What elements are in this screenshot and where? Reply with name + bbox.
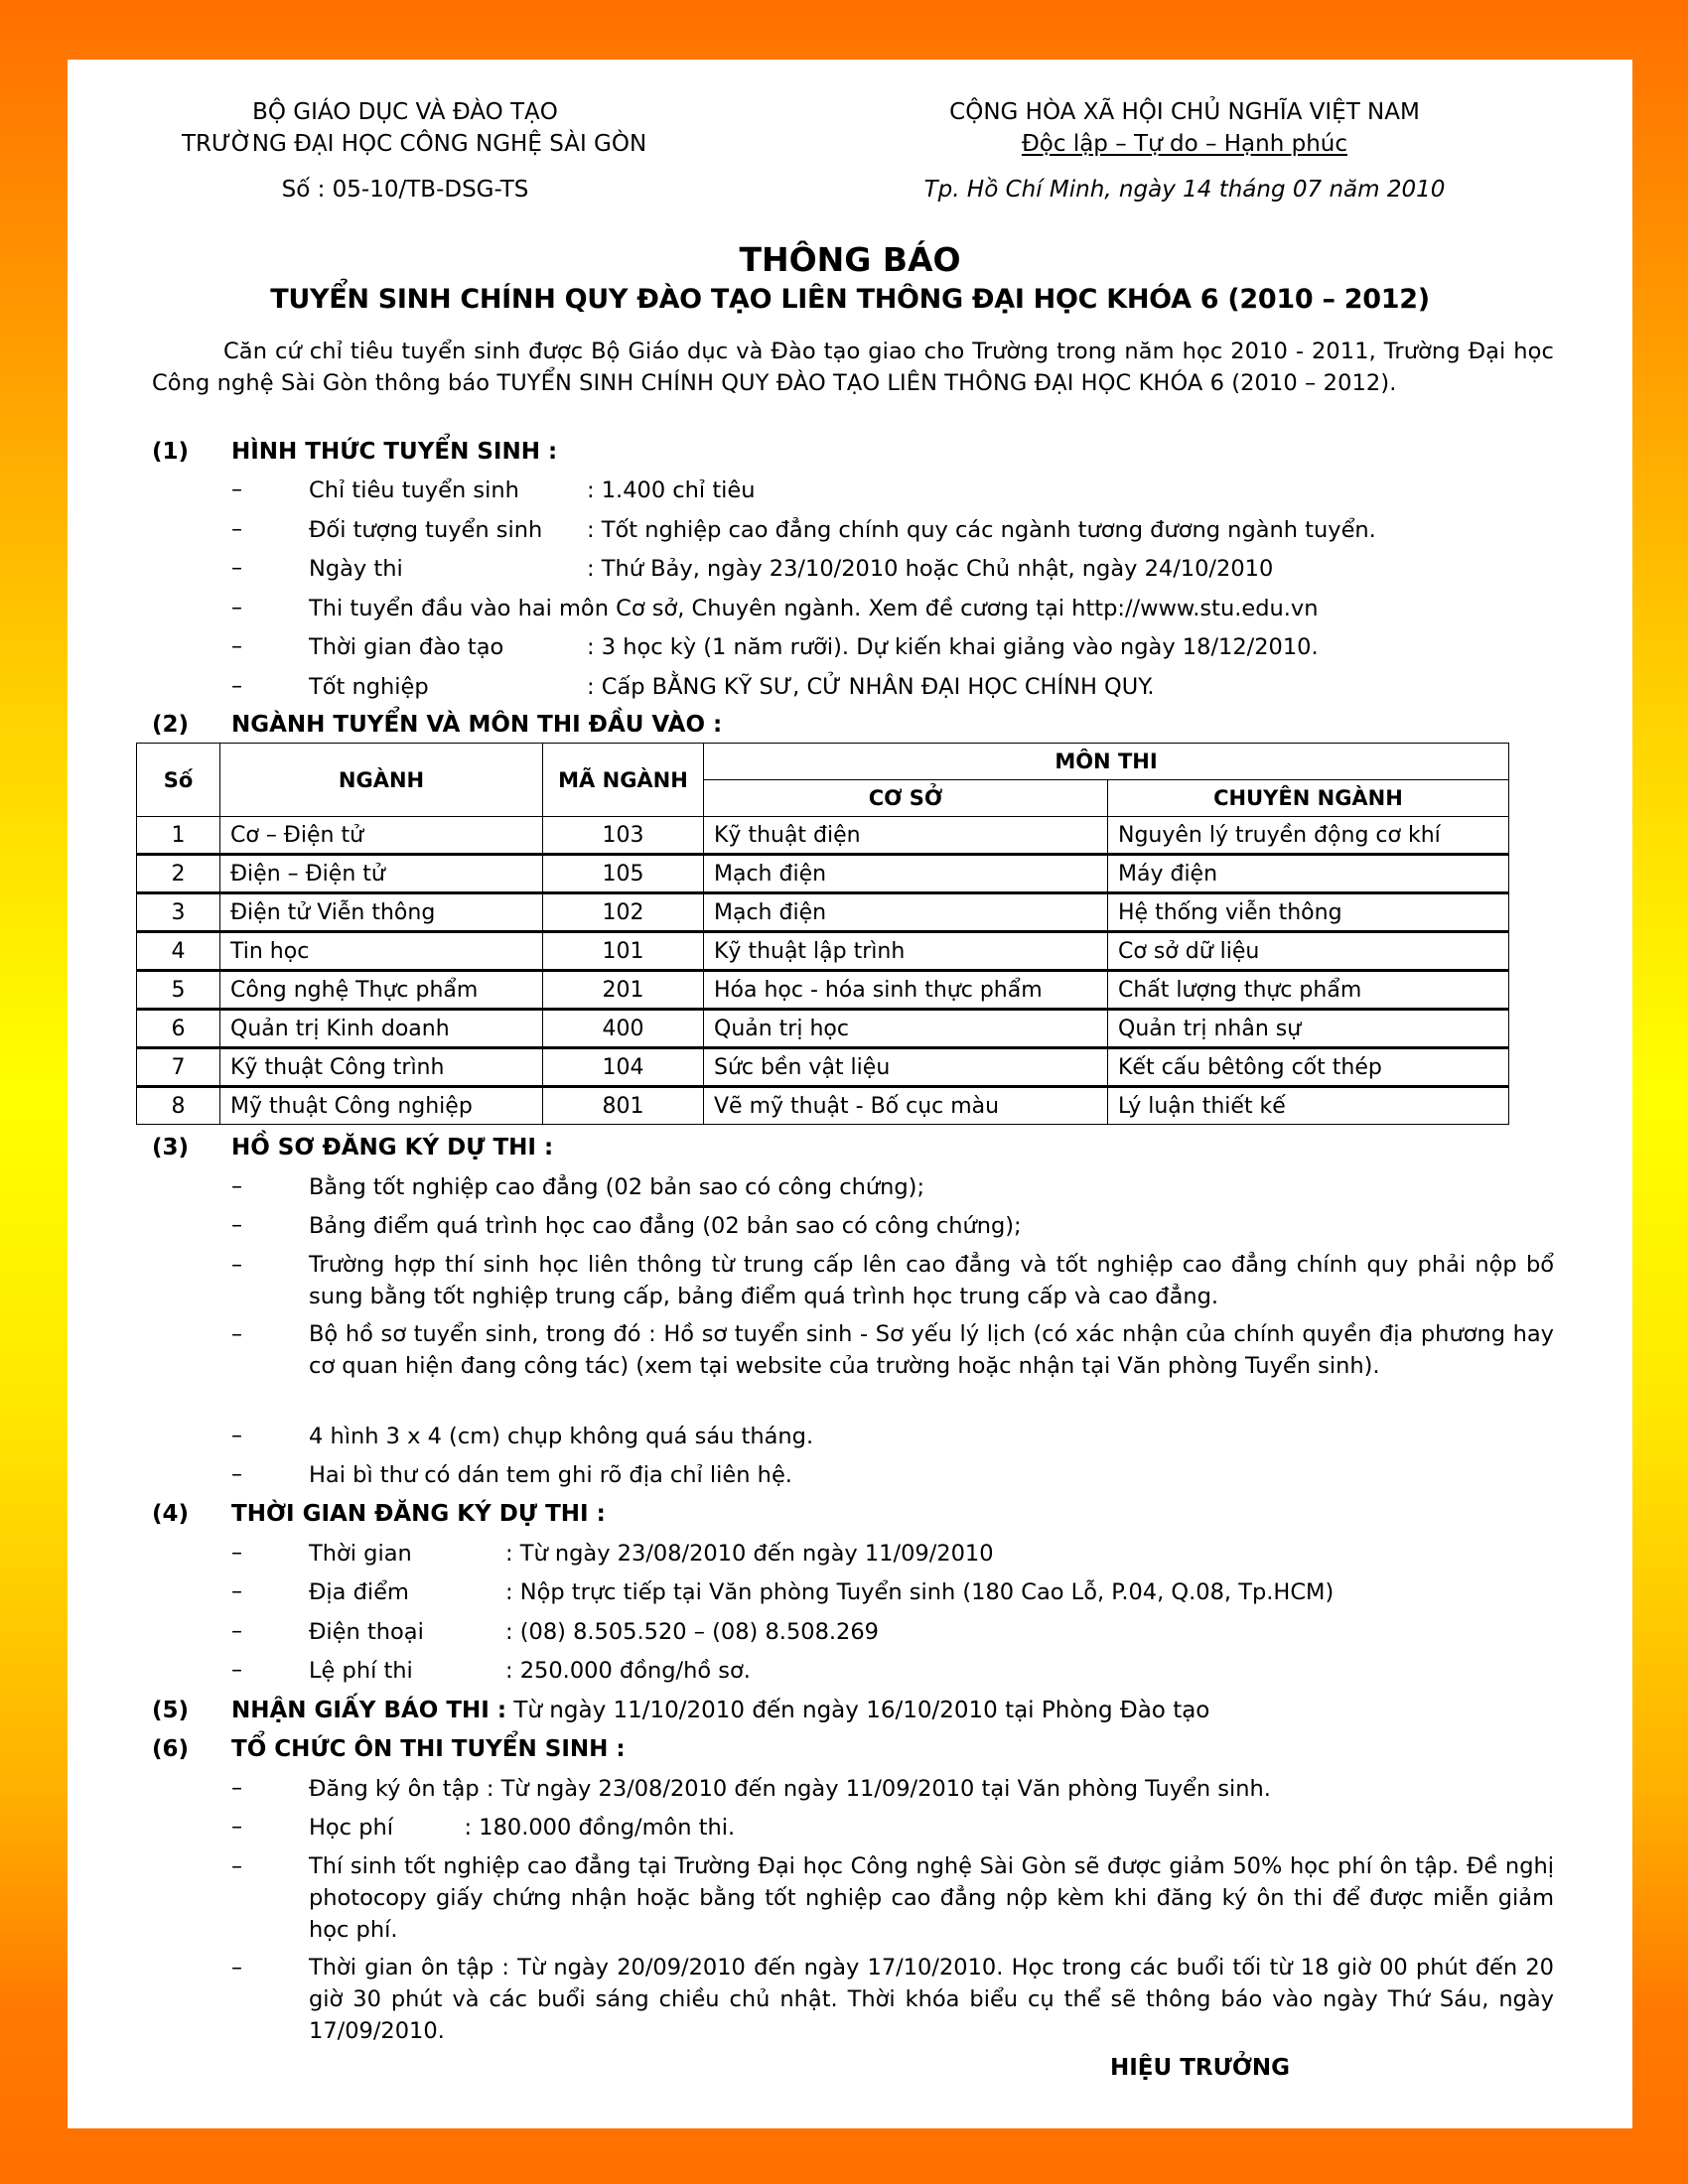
motto-wrapper: [897, 131, 1473, 157]
list-item: [309, 596, 1318, 621]
list-item: [309, 1541, 994, 1567]
bullet: –: [231, 1956, 242, 1980]
section-3-number: (3): [152, 1135, 190, 1160]
cell-chuyen-nganh: Cơ sở dữ liệu: [1108, 932, 1509, 971]
section-4-heading: THỜI GIAN ĐĂNG KÝ DỰ THI :: [231, 1501, 606, 1527]
cell-co-so: Mạch điện: [704, 893, 1108, 932]
intro-paragraph: Căn cứ chỉ tiêu tuyển sinh được Bộ Giáo dục và Đào tạo giao cho Trường trong năm học 2010 - 2011, Trường Đại học Công nghệ Sài Gòn thông báo TUYỂN SINH CHÍNH QUY ĐÀO TẠO LIÊN THÔNG ĐẠI HỌC KHÓA 6 (2010 – 2012).: [152, 339, 1554, 396]
list-item: Bằng tốt nghiệp cao đẳng (02 bản sao có công chứng);: [309, 1174, 925, 1200]
col-header-ma-nganh: MÃ NGÀNH: [543, 744, 704, 817]
cell-co-so: Sức bền vật liệu: [704, 1048, 1108, 1087]
university-name: TRƯỜNG ĐẠI HỌC CÔNG NGHỆ SÀI GÒN: [182, 131, 647, 157]
bullet: –: [231, 1322, 242, 1347]
list-item: Đăng ký ôn tập : Từ ngày 23/08/2010 đến ngày 11/09/2010 tại Văn phòng Tuyển sinh.: [309, 1776, 1271, 1802]
item-value: : Nộp trực tiếp tại Văn phòng Tuyển sinh (180 Cao Lỗ, P.04, Q.08, Tp.HCM): [505, 1579, 1335, 1605]
section-5-line: [231, 1698, 1209, 1723]
document-page: [68, 60, 1632, 2128]
document-subtitle: TUYỂN SINH CHÍNH QUY ĐÀO TẠO LIÊN THÔNG ĐẠI HỌC KHÓA 6 (2010 – 2012): [270, 284, 1430, 315]
cell-co-so: Mạch điện: [704, 855, 1108, 893]
cell-ma: 102: [543, 893, 704, 932]
section-5-text: Từ ngày 11/10/2010 đến ngày 16/10/2010 tại Phòng Đào tạo: [506, 1698, 1210, 1723]
list-item: Trường hợp thí sinh học liên thông từ trung cấp lên cao đẳng và tốt nghiệp cao đẳng chính quy phải nộp bổ sung bằng tốt nghiệp trung cấp, bảng điểm quá trình học trung cấp và cao đẳng.: [309, 1252, 1554, 1309]
list-item: [309, 517, 1376, 543]
item-value: : Cấp BẰNG KỸ SƯ, CỬ NHÂN ĐẠI HỌC CHÍNH QUY.: [587, 674, 1155, 700]
ministry-name: BỘ GIÁO DỤC VÀ ĐÀO TẠO: [252, 99, 558, 125]
cell-co-so: Kỹ thuật lập trình: [704, 932, 1108, 971]
cell-chuyen-nganh: Kết cấu bêtông cốt thép: [1108, 1048, 1509, 1087]
cell-nganh: Cơ – Điện tử: [220, 817, 543, 855]
item-label: Thi tuyển đầu vào hai môn Cơ sở, Chuyên ngành. Xem đề cương tại http://www.stu.edu.vn: [309, 596, 1319, 621]
col-header-nganh: NGÀNH: [220, 744, 543, 817]
nation-name: CỘNG HÒA XÃ HỘI CHỦ NGHĨA VIỆT NAM: [949, 99, 1420, 125]
cell-nganh: Công nghệ Thực phẩm: [220, 971, 543, 1010]
section-1-number: (1): [152, 439, 190, 465]
col-header-co-so: CƠ SỞ: [704, 780, 1108, 817]
table-row: [137, 1048, 1509, 1087]
item-label: Đối tượng tuyển sinh: [309, 517, 543, 543]
bullet: –: [231, 1462, 242, 1487]
cell-ma: 101: [543, 932, 704, 971]
cell-nganh: Quản trị Kinh doanh: [220, 1010, 543, 1048]
bullet: –: [231, 1424, 242, 1448]
national-motto: Độc lập – Tự do – Hạnh phúc: [1021, 131, 1348, 157]
table-row: [137, 1010, 1509, 1048]
cell-chuyen-nganh: Lý luận thiết kế: [1108, 1087, 1509, 1125]
cell-nganh: Điện tử Viễn thông: [220, 893, 543, 932]
list-item: Hai bì thư có dán tem ghi rõ địa chỉ liên hệ.: [309, 1462, 792, 1488]
bullet: –: [231, 596, 242, 620]
section-2-number: (2): [152, 712, 190, 738]
cell-so: 5: [137, 971, 220, 1010]
list-item: [309, 1619, 879, 1645]
table-row: [137, 932, 1509, 971]
section-4-number: (4): [152, 1501, 190, 1527]
cell-ma: 400: [543, 1010, 704, 1048]
item-label: Lệ phí thi: [309, 1658, 413, 1684]
list-item: 4 hình 3 x 4 (cm) chụp không quá sáu tháng.: [309, 1424, 814, 1449]
section-1-heading: HÌNH THỨC TUYỂN SINH :: [231, 439, 558, 465]
table-row: [137, 1087, 1509, 1125]
cell-so: 1: [137, 817, 220, 855]
item-label: Điện thoại: [309, 1619, 424, 1645]
bullet: –: [231, 556, 242, 581]
cell-nganh: Tin học: [220, 932, 543, 971]
item-label: Tốt nghiệp: [309, 674, 429, 700]
item-label: Chỉ tiêu tuyển sinh: [309, 478, 519, 503]
list-item: Thời gian ôn tập : Từ ngày 20/09/2010 đến ngày 17/10/2010. Học trong các buổi tối từ 18 giờ 00 phút đến 20 giờ 30 phút và các buổi sáng chiều chủ nhật. Thời khóa biểu cụ thể sẽ thông báo vào ngày Thứ Sáu, ngày 17/09/2010.: [309, 1955, 1554, 2044]
bullet: –: [231, 674, 242, 699]
bullet: –: [231, 517, 242, 542]
bullet: –: [231, 1253, 242, 1278]
bullet: –: [231, 634, 242, 659]
list-item: [309, 1658, 751, 1684]
col-header-chuyen-nganh: CHUYÊN NGÀNH: [1108, 780, 1509, 817]
section-5-number: (5): [152, 1698, 190, 1723]
cell-so: 3: [137, 893, 220, 932]
table-row: [137, 893, 1509, 932]
cell-ma: 103: [543, 817, 704, 855]
list-item: [309, 674, 1155, 700]
section-6-number: (6): [152, 1736, 190, 1762]
item-label: Địa điểm: [309, 1579, 409, 1605]
item-value: : Thứ Bảy, ngày 23/10/2010 hoặc Chủ nhật, ngày 24/10/2010: [587, 556, 1274, 582]
item-label: Thời gian đào tạo: [309, 634, 504, 660]
cell-so: 7: [137, 1048, 220, 1087]
document-number: Số : 05-10/TB-DSG-TS: [281, 177, 529, 203]
table-row: [137, 971, 1509, 1010]
section-6-heading: TỔ CHỨC ÔN THI TUYỂN SINH :: [231, 1736, 626, 1762]
list-item: [309, 478, 756, 503]
section-2-heading: NGÀNH TUYỂN VÀ MÔN THI ĐẦU VÀO :: [231, 712, 723, 738]
list-item: [309, 556, 1273, 582]
bullet: –: [231, 1579, 242, 1604]
cell-ma: 201: [543, 971, 704, 1010]
cell-chuyen-nganh: Nguyên lý truyền động cơ khí: [1108, 817, 1509, 855]
table-row: [137, 855, 1509, 893]
cell-so: 4: [137, 932, 220, 971]
list-item: [309, 1579, 1334, 1605]
item-value: : Tốt nghiệp cao đẳng chính quy các ngành tương đương ngành tuyển.: [587, 517, 1376, 543]
cell-nganh: Mỹ thuật Công nghiệp: [220, 1087, 543, 1125]
cell-chuyen-nganh: Quản trị nhân sự: [1108, 1010, 1509, 1048]
bullet: –: [231, 1854, 242, 1879]
cell-chuyen-nganh: Chất lượng thực phẩm: [1108, 971, 1509, 1010]
document-title: THÔNG BÁO: [739, 240, 961, 279]
cell-co-so: Vẽ mỹ thuật - Bố cục màu: [704, 1087, 1108, 1125]
bullet: –: [231, 1174, 242, 1199]
cell-ma: 801: [543, 1087, 704, 1125]
bullet: –: [231, 1541, 242, 1566]
list-item: Bộ hồ sơ tuyển sinh, trong đó : Hồ sơ tuyển sinh - Sơ yếu lý lịch (có xác nhận của chính quyền địa phương hay cơ quan hiện đang công tác) (xem tại website của trường hoặc nhận tại Văn phòng Tuyển sinh).: [309, 1321, 1554, 1379]
col-header-so: Số: [137, 744, 220, 817]
list-item: Học phí : 180.000 đồng/môn thi.: [309, 1815, 736, 1841]
bullet: –: [231, 1776, 242, 1801]
col-header-mon-thi: MÔN THI: [704, 744, 1509, 780]
bullet: –: [231, 1658, 242, 1683]
item-label: Thời gian: [309, 1541, 412, 1567]
cell-chuyen-nganh: Hệ thống viễn thông: [1108, 893, 1509, 932]
list-item: Thí sinh tốt nghiệp cao đẳng tại Trường Đại học Công nghệ Sài Gòn sẽ được giảm 50% học phí ôn tập. Đề nghị photocopy giấy chứng nhận hoặc bằng tốt nghiệp cao đẳng nộp kèm khi đăng ký ôn thi để được miễn giảm học phí.: [309, 1853, 1554, 1943]
cell-co-so: Quản trị học: [704, 1010, 1108, 1048]
section-3-heading: HỒ SƠ ĐĂNG KÝ DỰ THI :: [231, 1135, 554, 1160]
cell-so: 6: [137, 1010, 220, 1048]
bullet: –: [231, 1815, 242, 1840]
cell-ma: 105: [543, 855, 704, 893]
bullet: –: [231, 1213, 242, 1238]
cell-so: 2: [137, 855, 220, 893]
place-date: Tp. Hồ Chí Minh, ngày 14 tháng 07 năm 2010: [923, 177, 1446, 203]
section-5-heading: NHẬN GIẤY BÁO THI :: [231, 1698, 507, 1723]
item-value: : 250.000 đồng/hồ sơ.: [505, 1658, 751, 1684]
cell-nganh: Điện – Điện tử: [220, 855, 543, 893]
cell-nganh: Kỹ thuật Công trình: [220, 1048, 543, 1087]
cell-co-so: Hóa học - hóa sinh thực phẩm: [704, 971, 1108, 1010]
cell-chuyen-nganh: Máy điện: [1108, 855, 1509, 893]
item-value: : 3 học kỳ (1 năm rưỡi). Dự kiến khai giảng vào ngày 18/12/2010.: [587, 634, 1319, 660]
list-item: [309, 634, 1319, 660]
item-value: : 1.400 chỉ tiêu: [587, 478, 756, 503]
cell-so: 8: [137, 1087, 220, 1125]
item-label: Ngày thi: [309, 556, 403, 582]
bullet: –: [231, 1619, 242, 1644]
cell-ma: 104: [543, 1048, 704, 1087]
majors-table: [136, 743, 1509, 1125]
item-value: : (08) 8.505.520 – (08) 8.508.269: [505, 1619, 879, 1645]
list-item: Bảng điểm quá trình học cao đẳng (02 bản sao có công chứng);: [309, 1213, 1022, 1239]
item-value: : Từ ngày 23/08/2010 đến ngày 11/09/2010: [505, 1541, 994, 1567]
cell-co-so: Kỹ thuật điện: [704, 817, 1108, 855]
bullet: –: [231, 478, 242, 502]
table-row: [137, 817, 1509, 855]
signature-title: HIỆU TRƯỞNG: [1110, 2055, 1291, 2081]
